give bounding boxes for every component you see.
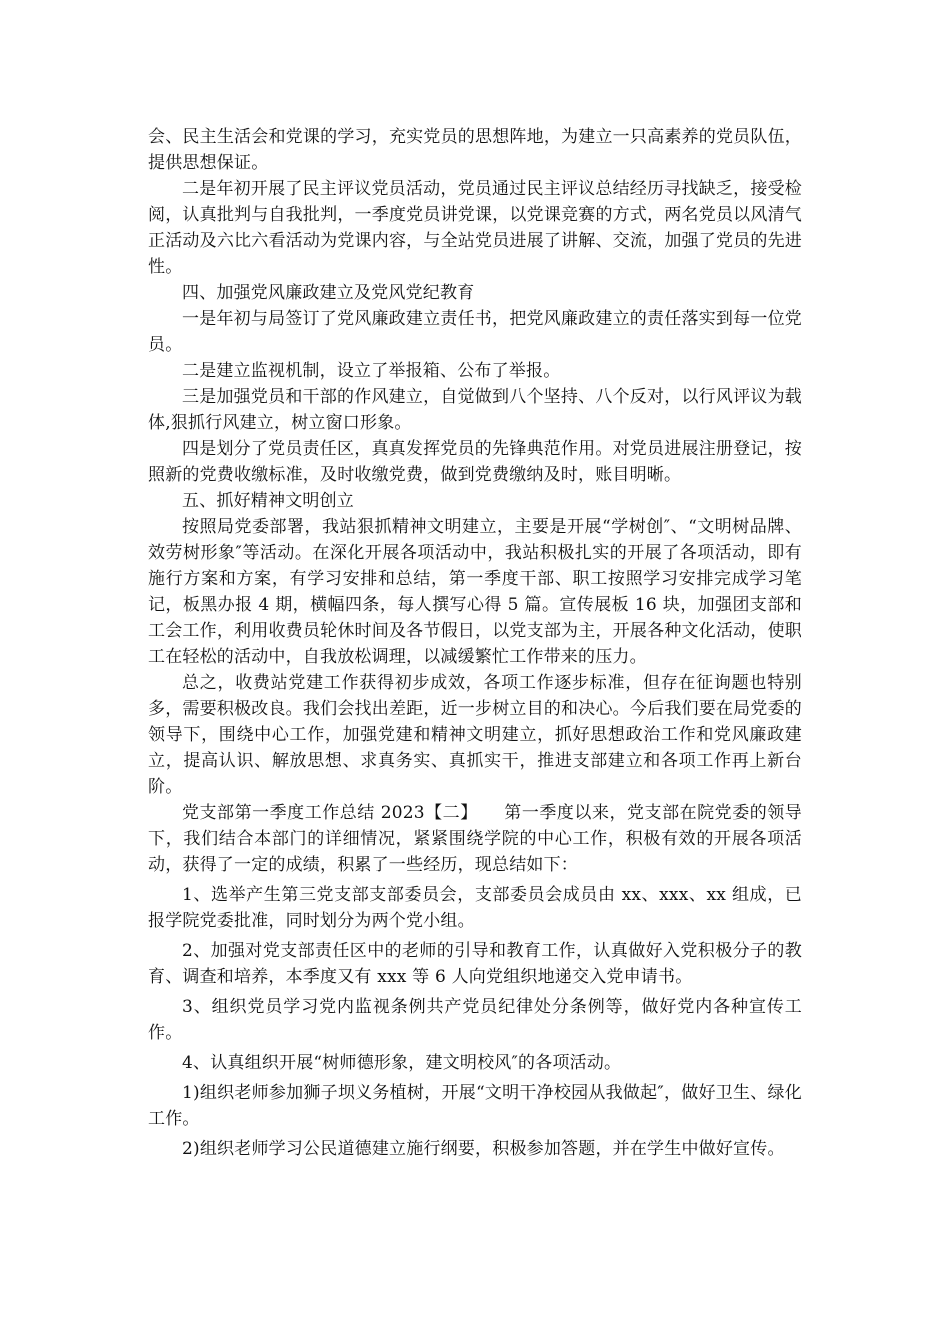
list-item-1: 1、选举产生第三党支部支部委员会，支部委员会成员由 xx、xxx、xx 组成，已报学院党委批准，同时划分为两个党小组。 (148, 885, 802, 931)
sub-item-2: 2)组织老师学习公民道德建立施行纲要，积极参加答题，并在学生中做好宣传。 (182, 1139, 785, 1159)
paragraph-responsibility-area: 四是划分了党员责任区，真真发挥党员的先锋典范作用。对党员进展注册登记，按照新的党费收缴标准，及时收缴党费，做到党费缴纳及时，账目明晰。 (148, 439, 802, 485)
paragraph-continuation: 会、民主生活会和党课的学习，充实党员的思想阵地，为建立一只高素养的党员队伍，提供思想保证。 (148, 127, 802, 173)
section-heading-4: 四、加强党风廉政建立及党风党纪教育 (182, 283, 475, 303)
section-heading-5: 五、抓好精神文明创立 (182, 491, 354, 511)
paragraph-responsibility: 一是年初与局签订了党风廉政建立责任书，把党风廉政建立的责任落实到每一位党员。 (148, 309, 802, 355)
list-item-2: 2、加强对党支部责任区中的老师的引导和教育工作，认真做好入党积极分子的教育、调查和培养，本季度又有 xxx 等 6 人向党组织地递交入党申请书。 (148, 941, 802, 987)
paragraph-supervision: 二是建立监视机制，设立了举报箱、公布了举报。 (182, 361, 561, 381)
paragraph-civilization: 按照局党委部署，我站狠抓精神文明建立，主要是开展“学树创″、“文明树品牌、效劳树形象″等活动。在深化开展各项活动中，我站积极扎实的开展了各项活动，即有施行方案和方案，有学习安排和总结，第一季度干部、职工按照学习安排完成学习笔记，板黑办报 4 期，横幅四条，每人撰写心得 5 篇。宣传展板 16 块，加强团支部和工会工作，利用收费员轮休时间及各节假日，以党支部为主，开展各种文化活动，使职工在轻松的活动中，自我放松调理，以减缓繁忙工作带来的压力。 (148, 517, 802, 667)
paragraph-democratic-review: 二是年初开展了民主评议党员活动，党员通过民主评议总结经历寻找缺乏，接受检阅，认真批判与自我批判，一季度党员讲党课，以党课竞赛的方式，两名党员以风清气正活动及六比六看活动为党课内容，与全站党员进展了讲解、交流，加强了党员的先进性。 (148, 179, 802, 277)
sub-item-1: 1)组织老师参加狮子坝义务植树，开展“文明干净校园从我做起″，做好卫生、绿化工作。 (148, 1083, 802, 1129)
list-item-4: 4、认真组织开展“树师德形象，建文明校风″的各项活动。 (182, 1053, 622, 1073)
paragraph-part-two-intro: 党支部第一季度工作总结 2023【二】 第一季度以来，党支部在院党委的领导下，我们结合本部门的详细情况，紧紧围绕学院的中心工作，积极有效的开展各项活动，获得了一定的成绩，积累了一些经历，现总结如下： (148, 803, 802, 875)
paragraph-work-style: 三是加强党员和干部的作风建立，自觉做到八个坚持、八个反对，以行风评议为载体,狠抓行风建立，树立窗口形象。 (148, 387, 802, 433)
document-page (148, 124, 802, 1162)
list-item-3: 3、组织党员学习党内监视条例共产党员纪律处分条例等，做好党内各种宣传工作。 (148, 997, 802, 1043)
paragraph-summary: 总之，收费站党建工作获得初步成效，各项工作逐步标准，但存在征询题也特别多，需要积极改良。我们会找出差距，近一步树立目的和决心。今后我们要在局党委的领导下，围绕中心工作，加强党建和精神文明建立，抓好思想政治工作和党风廉政建立，提高认识、解放思想、求真务实、真抓实干，推进支部建立和各项工作再上新台阶。 (148, 673, 802, 797)
